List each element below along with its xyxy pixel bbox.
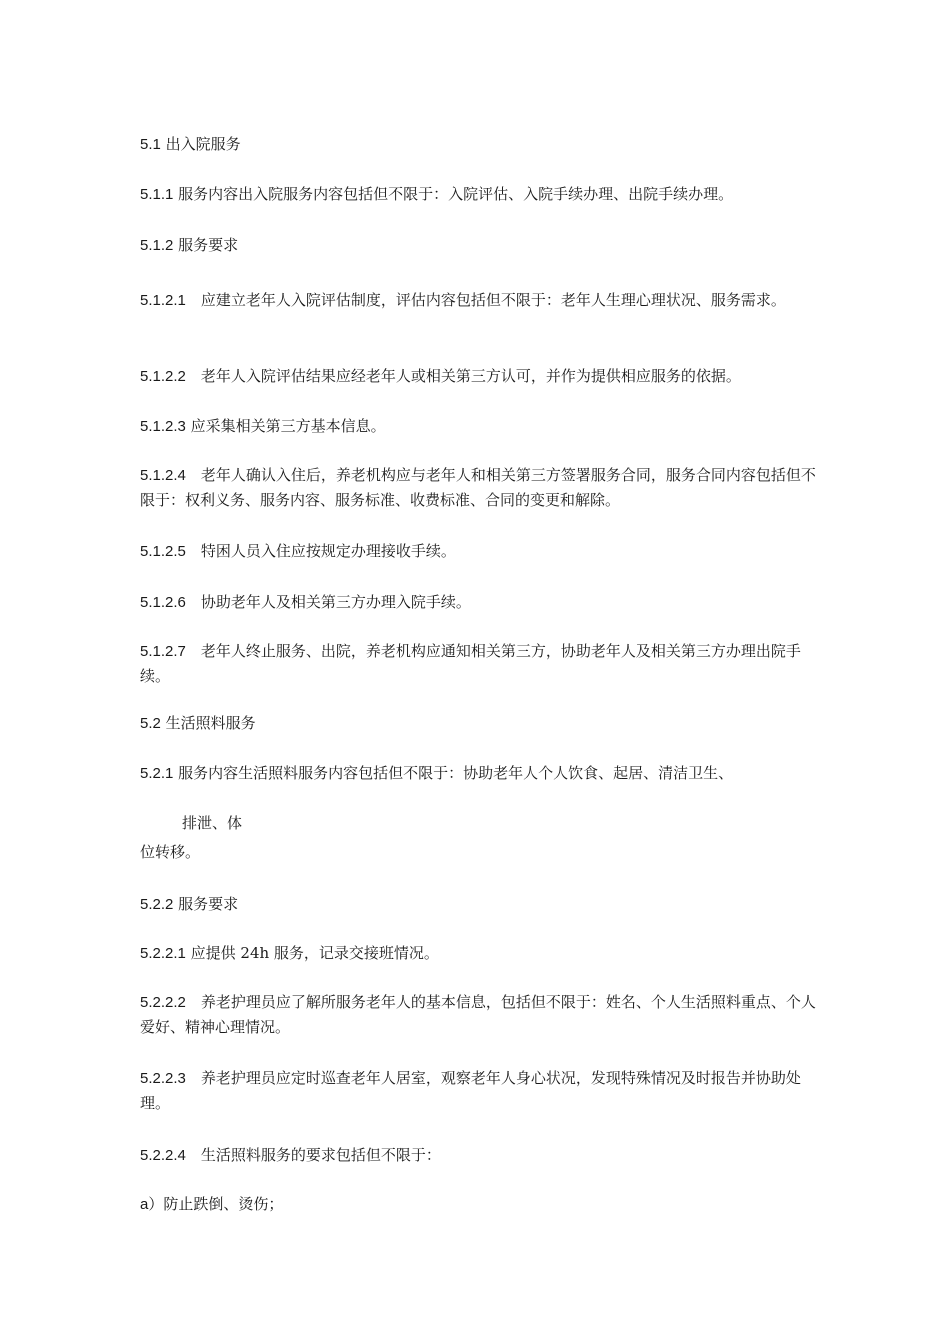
- section-text: 老年人入院评估结果应经老年人或相关第三方认可，并作为提供相应服务的依据。: [185, 367, 741, 385]
- section-number: 5.2.2: [140, 896, 174, 913]
- section-number: 5.2.2.3: [140, 1070, 186, 1087]
- section-number: 5.1.2: [140, 237, 174, 254]
- section-text: 出入院服务: [160, 135, 241, 153]
- paragraph-5-2-1-continued-2: [140, 840, 820, 865]
- section-number: 5.2.2.2: [140, 994, 186, 1011]
- section-text: 老年人终止服务、出院，养老机构应通知相关第三方，协助老年人及相关第三方办理出院手续。: [140, 642, 801, 685]
- section-number: 5.1.2.4: [140, 467, 186, 484]
- paragraph-5-1-2-6: [140, 590, 820, 615]
- section-text: 服务要求: [173, 895, 239, 913]
- paragraph-5-1-2-7: [140, 639, 820, 689]
- paragraph-5-1-2-2: [140, 364, 820, 389]
- section-text: 养老护理员应了解所服务老年人的基本信息，包括但不限于：姓名、个人生活照料重点、个人爱好、精神心理情况。: [140, 993, 816, 1036]
- section-text: 协助老年人及相关第三方办理入院手续。: [185, 593, 471, 611]
- paragraph-5-1-1: [140, 182, 820, 207]
- section-number: 5.2.1: [140, 765, 174, 782]
- list-marker: a: [140, 1196, 149, 1213]
- paragraph-5-2-2-1: [140, 941, 820, 966]
- paragraph-5-2-1: [140, 761, 820, 786]
- section-number: 5.2: [140, 715, 161, 732]
- section-heading-5-2-2: [140, 892, 820, 917]
- section-text: 应采集相关第三方基本信息。: [185, 417, 386, 435]
- list-item-a: [140, 1192, 820, 1217]
- section-number: 5.1.2.7: [140, 643, 186, 660]
- section-text: 应建立老年人入院评估制度，评估内容包括但不限于：老年人生理心理状况、服务需求。: [185, 291, 786, 309]
- paragraph-5-2-2-4: [140, 1143, 820, 1168]
- section-text: 养老护理员应定时巡查老年人居室，观察老年人身心状况，发现特殊情况及时报告并协助处理。: [140, 1069, 801, 1112]
- section-number: 5.1: [140, 136, 161, 153]
- list-item-text: ）防止跌倒、烫伤；: [148, 1195, 284, 1213]
- section-text: 特困人员入住应按规定办理接收手续。: [185, 542, 456, 560]
- section-text: 生活照料服务: [160, 714, 256, 732]
- section-text: 位转移。: [140, 843, 201, 861]
- section-text: 服务内容出入院服务内容包括但不限于：入院评估、入院手续办理、出院手续办理。: [173, 185, 734, 203]
- paragraph-5-1-2-3: [140, 414, 820, 439]
- section-number: 5.1.2.1: [140, 292, 186, 309]
- section-text: 服务要求: [173, 236, 239, 254]
- paragraph-5-2-1-continued: [182, 811, 862, 836]
- section-text: 老年人确认入住后，养老机构应与老年人和相关第三方签署服务合同，服务合同内容包括但不限于：权利义务、服务内容、服务标准、收费标准、合同的变更和解除。: [140, 466, 816, 509]
- paragraph-5-1-2-4: [140, 463, 820, 513]
- paragraph-5-1-2-1: [140, 288, 820, 313]
- paragraph-5-2-2-3: [140, 1066, 820, 1116]
- section-number: 5.2.2.1: [140, 945, 186, 962]
- paragraph-5-1-2-5: [140, 539, 820, 564]
- section-text: 服务内容生活照料服务内容包括但不限于：协助老年人个人饮食、起居、清洁卫生、: [173, 764, 734, 782]
- section-number: 5.1.2.3: [140, 418, 186, 435]
- section-number: 5.1.1: [140, 186, 174, 203]
- section-text: 排泄、体: [182, 814, 243, 832]
- paragraph-5-2-2-2: [140, 990, 820, 1040]
- section-text: 生活照料服务的要求包括但不限于：: [185, 1146, 441, 1164]
- section-text: 应提供 24h 服务，记录交接班情况。: [185, 944, 439, 962]
- section-number: 5.1.2.6: [140, 594, 186, 611]
- section-heading-5-1: [140, 132, 820, 157]
- section-number: 5.1.2.5: [140, 543, 186, 560]
- section-number: 5.1.2.2: [140, 368, 186, 385]
- section-heading-5-2: [140, 711, 820, 736]
- section-heading-5-1-2: [140, 233, 820, 258]
- section-number: 5.2.2.4: [140, 1147, 186, 1164]
